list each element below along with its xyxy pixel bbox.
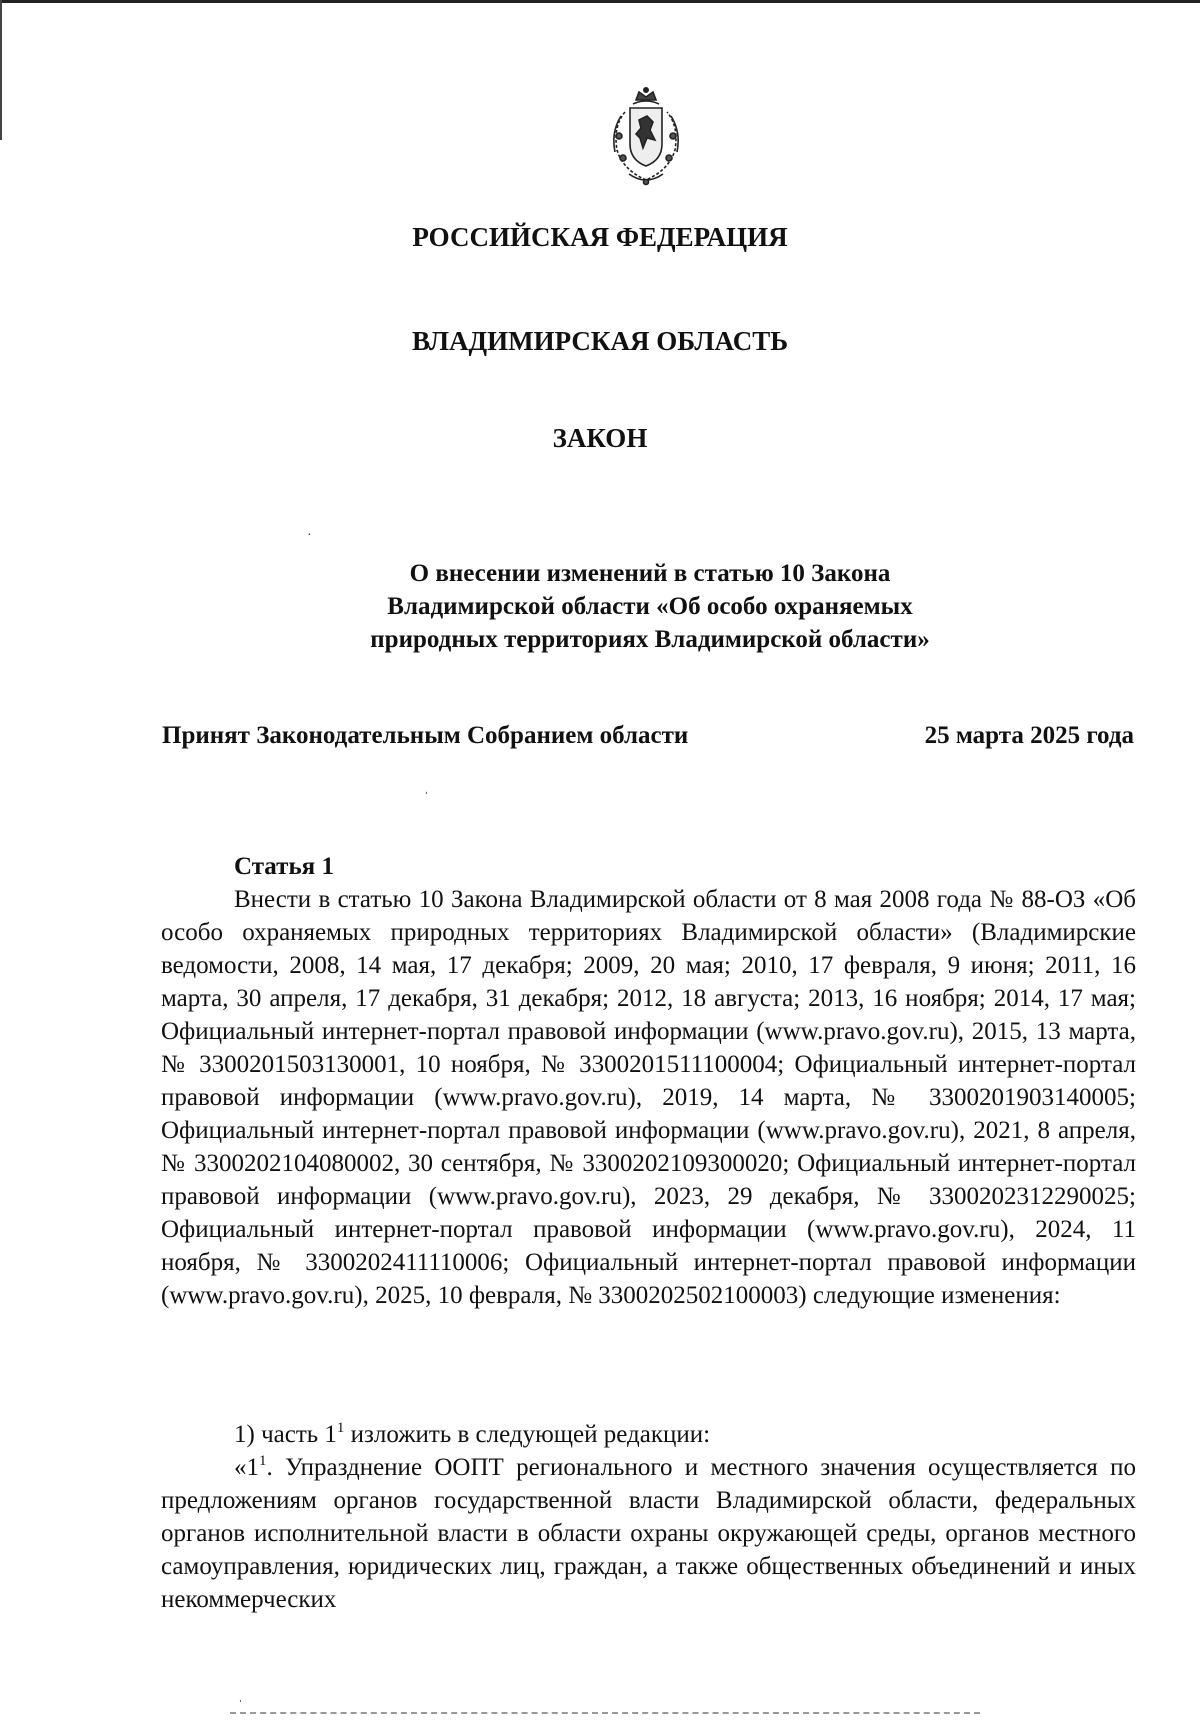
quote-text: . Упразднение ООПТ регионального и местного значения осуществляется по предложениям органов государственной власти Владимирской области, федеральных органов исполнительной власти в области охраны окружающей среды, органов местного самоуправления, юридических лиц, граждан, а также общественных объединений и иных некоммерческих xyxy=(161,1454,1136,1613)
document-type-heading: ЗАКОН xyxy=(552,423,648,453)
quote-prefix: «1 xyxy=(234,1454,259,1481)
law-title xyxy=(300,557,1000,656)
quote-superscript: 1 xyxy=(259,1453,267,1469)
scan-edge-bottom xyxy=(230,1712,980,1716)
amendment-item-suffix: изложить в следующей редакции: xyxy=(344,1421,711,1448)
adoption-label: Принят Законодательным Собранием области xyxy=(162,722,689,749)
law-title-line: Владимирской области «Об особо охраняемых xyxy=(387,593,913,620)
scan-edge-top xyxy=(0,0,1200,3)
scan-speck: ˌ xyxy=(238,1688,243,1703)
article-heading: Статья 1 xyxy=(234,853,334,880)
law-title-line: природных территориях Владимирской области» xyxy=(370,626,930,653)
article-intro-paragraph: Внести в статью 10 Закона Владимирской области от 8 мая 2008 года № 88-ОЗ «Об особо охраняемых природных территориях Владимирской области» (Владимирские ведомости, 2008, 14 мая, 17 декабря; 2009, 20 мая; 2010, 17 февраля, 9 июня; 2011, 16 марта, 30 апреля, 17 декабря, 31 декабря; 2012, 18 августа; 2013, 16 ноября; 2014, 17 мая; Официальный интернет-портал правовой информации (www.pravo.gov.ru), 2015, 13 марта, № 3300201503130001, 10 ноября, № 3300201511100004; Официальный интернет-портал правовой информации (www.pravo.gov.ru), 2019, 14 марта, № 3300201903140005; Официальный интернет-портал правовой информации (www.pravo.gov.ru), 2021, 8 апреля, № 3300202104080002, 30 сентября, № 3300202109300020; Официальный интернет-портал правовой информации (www.pravo.gov.ru), 2023, 29 декабря, № 3300202312290025; Официальный интернет-портал правовой информации (www.pravo.gov.ru), 2024, 11 ноября, № 3300202411110006; Официальный интернет-портал правовой информации (www.pravo.gov.ru), 2025, 10 февраля, № 3300202502100003) следующие изменения: xyxy=(161,886,1136,1309)
amendment-quote-paragraph xyxy=(161,1451,1136,1616)
state-heading: РОССИЙСКАЯ ФЕДЕРАЦИЯ xyxy=(412,222,788,252)
law-title-line: О внесении изменений в статью 10 Закона xyxy=(409,560,891,587)
scan-speck: · xyxy=(307,528,312,543)
adoption-date: 25 марта 2025 года xyxy=(924,722,1134,749)
amendment-item-prefix: 1) часть 1 xyxy=(234,1421,337,1448)
coat-of-arms-icon xyxy=(603,86,689,188)
scan-speck: ˌ xyxy=(424,780,429,795)
region-heading: ВЛАДИМИРСКАЯ ОБЛАСТЬ xyxy=(411,326,789,356)
amendment-item-1 xyxy=(234,1418,1136,1451)
amendment-item-superscript: 1 xyxy=(336,1420,345,1436)
scan-edge-left xyxy=(0,0,2,140)
